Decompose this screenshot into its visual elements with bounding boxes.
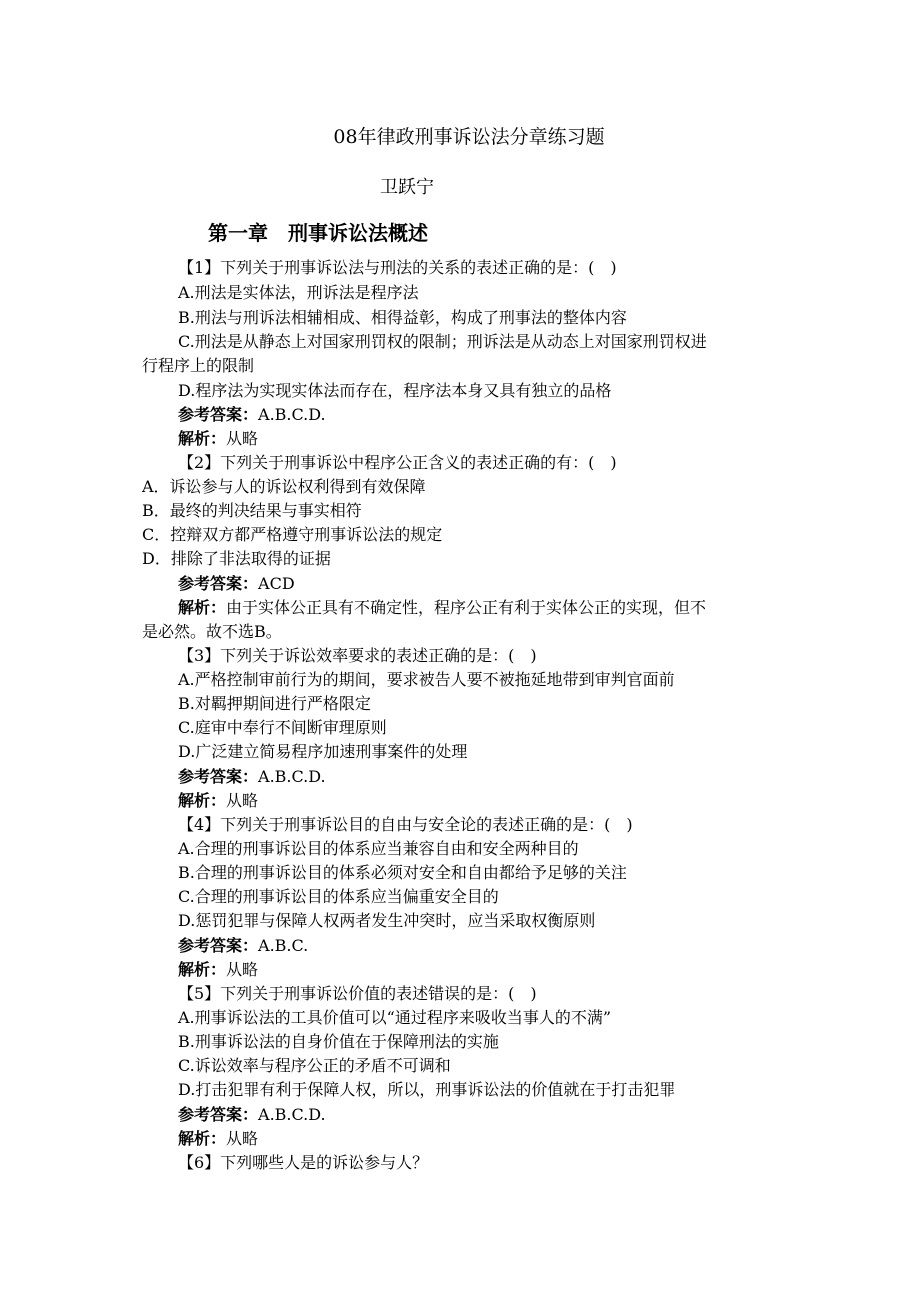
question-2-analysis-cont: 是必然。故不选B。 [142,622,282,641]
question-2-option-a: A．诉讼参与人的诉讼权利得到有效保障 [142,477,426,496]
question-1-analysis [178,429,258,449]
analysis-value: 从略 [226,960,259,979]
question-3-stem: 【3】下列关于诉讼效率要求的表述正确的是：( ) [178,646,537,665]
question-5-option-c: C.诉讼效率与程序公正的矛盾不可调和 [178,1056,451,1075]
question-2-answer [178,574,295,594]
analysis-value: 从略 [226,429,259,448]
question-5-analysis [178,1129,258,1149]
question-4-option-c: C.合理的刑事诉讼目的体系应当偏重安全目的 [178,887,499,906]
question-3-option-c: C.庭审中奉行不间断审理原则 [178,718,387,737]
question-1-option-c-cont: 行程序上的限制 [142,356,255,375]
question-1-answer [178,405,326,425]
question-5-option-b: B.刑事诉讼法的自身价值在于保障刑法的实施 [178,1032,499,1051]
question-5-stem: 【5】下列关于刑事诉讼价值的表述错误的是：( ) [178,984,537,1003]
answer-value: A.B.C. [258,936,309,955]
question-4-option-a: A.合理的刑事诉讼目的体系应当兼容自由和安全两种目的 [178,839,579,858]
document-title: 08年律政刑事诉讼法分章练习题 [333,126,605,148]
answer-value: A.B.C.D. [258,767,326,786]
question-1-option-b: B.刑法与刑诉法相辅相成、相得益彰，构成了刑事法的整体内容 [178,308,627,327]
question-1-option-a: A.刑法是实体法，刑诉法是程序法 [178,283,419,302]
answer-value: A.B.C.D. [258,1105,326,1124]
question-2-analysis [178,598,706,618]
question-1-option-c: C.刑法是从静态上对国家刑罚权的限制；刑诉法是从动态上对国家刑罚权进 [178,332,707,351]
question-5-option-a: A.刑事诉讼法的工具价值可以“通过程序来吸收当事人的不满” [178,1008,612,1027]
analysis-label: 解析： [178,429,227,448]
answer-value: A.B.C.D. [258,405,326,424]
answer-label: 参考答案： [178,1105,259,1124]
answer-label: 参考答案： [178,936,259,955]
document-author: 卫跃宁 [380,177,434,198]
question-4-option-d: D.惩罚犯罪与保障人权两者发生冲突时，应当采取权衡原则 [178,911,596,930]
question-2-option-b: B．最终的判决结果与事实相符 [142,501,362,520]
analysis-value: 从略 [226,791,259,810]
question-3-option-d: D.广泛建立简易程序加速刑事案件的处理 [178,742,468,761]
analysis-label: 解析： [178,960,227,979]
question-4-stem: 【4】下列关于刑事诉讼目的自由与安全论的表述正确的是：( ) [178,815,633,834]
analysis-label: 解析： [178,791,227,810]
question-2-option-d: D．排除了非法取得的证据 [142,549,331,568]
analysis-value: 从略 [226,1129,259,1148]
question-1-stem: 【1】下列关于刑事诉讼法与刑法的关系的表述正确的是：( ) [178,258,617,277]
question-1-option-d: D.程序法为实现实体法而存在，程序法本身又具有独立的品格 [178,381,612,400]
question-5-answer [178,1105,326,1125]
question-4-option-b: B.合理的刑事诉讼目的体系必须对安全和自由都给予足够的关注 [178,863,627,882]
analysis-label: 解析： [178,598,227,617]
answer-label: 参考答案： [178,405,259,424]
analysis-label: 解析： [178,1129,227,1148]
question-3-analysis [178,791,258,811]
question-3-option-b: B.对羁押期间进行严格限定 [178,694,371,713]
question-3-option-a: A.严格控制审前行为的期间，要求被告人要不被拖延地带到审判官面前 [178,670,675,689]
question-5-option-d: D.打击犯罪有利于保障人权，所以，刑事诉讼法的价值就在于打击犯罪 [178,1080,676,1099]
answer-value: ACD [258,574,295,593]
analysis-value: 由于实体公正具有不确定性，程序公正有利于实体公正的实现，但不 [226,598,707,617]
question-4-answer [178,936,308,956]
question-2-option-c: C．控辩双方都严格遵守刑事诉讼法的规定 [142,525,443,544]
question-3-answer [178,767,326,787]
answer-label: 参考答案： [178,574,259,593]
question-2-stem: 【2】下列关于刑事诉讼中程序公正含义的表述正确的有：( ) [178,453,617,472]
question-6-stem: 【6】下列哪些人是的诉讼参与人？ [178,1153,429,1172]
chapter-heading: 第一章 刑事诉讼法概述 [208,221,428,245]
answer-label: 参考答案： [178,767,259,786]
question-4-analysis [178,960,258,980]
